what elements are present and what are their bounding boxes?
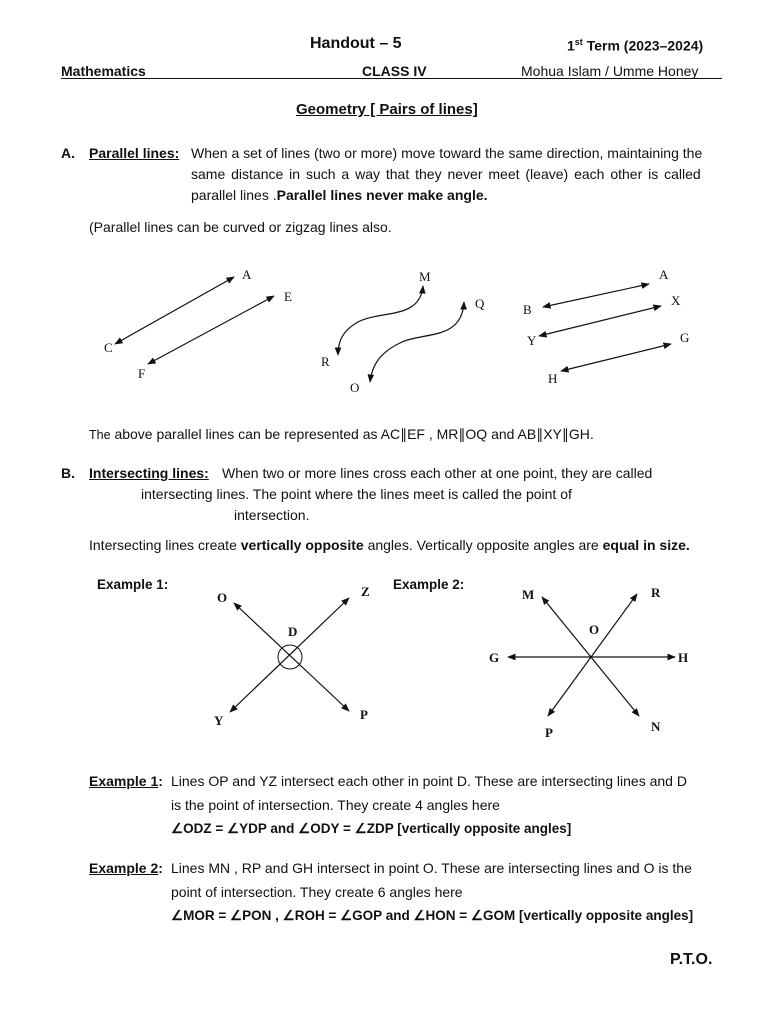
class-label: CLASS IV xyxy=(362,63,427,79)
example2-angles: ∠MOR = ∠PON , ∠ROH = ∠GOP and ∠HON = ∠GOM [vertically opposite angles] xyxy=(171,908,694,923)
angle-marker-d xyxy=(278,645,302,669)
point-p-ex1: P xyxy=(360,707,368,722)
summary-bold2: equal in size. xyxy=(602,537,690,553)
point-p-ex2: P xyxy=(545,725,553,740)
point-r-ex2: R xyxy=(651,585,661,600)
section-a-rule-bold: Parallel lines never make angle. xyxy=(276,187,488,203)
section-b-letter: B. xyxy=(61,465,75,481)
example1-colon: : xyxy=(158,773,163,789)
label-m-curve: M xyxy=(419,269,431,284)
subject-label: Mathematics xyxy=(61,63,146,79)
example2-figure-label: Example 2: xyxy=(393,577,465,592)
section-a-line2: same distance in such a way that they never meet (leave) each other is called xyxy=(191,166,701,182)
label-a-right: A xyxy=(659,267,669,282)
point-g-ex2: G xyxy=(489,650,500,665)
section-b-line1: When two or more lines cross each other at one point, they are called xyxy=(222,465,653,481)
section-a-line3-text: parallel lines . xyxy=(191,187,277,203)
label-a-left: A xyxy=(242,267,252,282)
label-e-left: E xyxy=(284,289,292,304)
example1-line1: Lines OP and YZ intersect each other in point D. These are intersecting lines and D xyxy=(171,773,687,789)
line-op xyxy=(234,603,349,711)
handout-title: Handout – 5 xyxy=(310,35,402,52)
pto-label: P.T.O. xyxy=(670,951,713,968)
section-a-note: (Parallel lines can be curved or zigzag lines also. xyxy=(89,219,392,235)
point-y-ex1: Y xyxy=(214,713,224,728)
example2-colon: : xyxy=(158,860,163,876)
topic-title: Geometry [ Pairs of lines] xyxy=(296,101,478,118)
term-superscript: st xyxy=(574,37,583,47)
label-q-curve: Q xyxy=(475,296,485,311)
example2-line1: Lines MN , RP and GH intersect in point O. These are intersecting lines and O is the xyxy=(171,860,692,876)
point-n-ex2: N xyxy=(651,719,661,734)
teachers-label: Mohua Islam / Umme Honey xyxy=(521,63,699,79)
example1-angles: ∠ODZ = ∠YDP and ∠ODY = ∠ZDP [vertically opposite angles] xyxy=(171,821,572,836)
section-b-line2: intersecting lines. The point where the lines meet is called the point of xyxy=(141,486,572,502)
label-x-right: X xyxy=(671,293,681,308)
point-h-ex2: H xyxy=(678,650,689,665)
section-a-letter: A. xyxy=(61,145,75,161)
example2-heading xyxy=(89,860,163,876)
point-m-ex2: M xyxy=(522,587,535,602)
point-z-ex1: Z xyxy=(361,584,370,599)
example1-heading xyxy=(89,773,163,789)
example2-label: Example 2 xyxy=(89,860,159,876)
example1-line2: is the point of intersection. They create 4 angles here xyxy=(171,797,500,813)
section-b-heading: Intersecting lines: xyxy=(89,465,209,481)
label-g-right: G xyxy=(680,330,690,345)
example1-label: Example 1 xyxy=(89,773,159,789)
label-b-right: B xyxy=(523,302,532,317)
summary-part2: angles. Vertically opposite angles are xyxy=(363,537,603,553)
label-r-curve: R xyxy=(321,354,330,369)
representation-text: above parallel lines can be represented as AC∥EF , MR∥OQ and AB∥XY∥GH. xyxy=(114,426,594,442)
label-c-left: C xyxy=(104,340,113,355)
term-number: 1 xyxy=(567,37,575,54)
label-h-right: H xyxy=(548,371,558,386)
label-f-left: F xyxy=(138,366,146,381)
section-a-heading: Parallel lines: xyxy=(89,145,180,161)
point-o-ex2: O xyxy=(589,622,600,637)
summary-bold1: vertically opposite xyxy=(240,537,364,553)
section-a-line1: When a set of lines (two or more) move toward the same direction, maintaining the xyxy=(191,145,703,161)
section-b-line3: intersection. xyxy=(234,507,310,523)
representation-prefix: The xyxy=(89,428,111,442)
point-o-ex1: O xyxy=(217,590,228,605)
summary-part1: Intersecting lines create xyxy=(89,537,241,553)
label-o-curve: O xyxy=(350,380,360,395)
example2-line2: point of intersection. They create 6 angles here xyxy=(171,884,463,900)
term-text: Term (2023–2024) xyxy=(582,37,704,54)
point-d-ex1: D xyxy=(288,624,298,639)
example1-figure-label: Example 1: xyxy=(97,577,169,592)
label-y-right: Y xyxy=(527,333,537,348)
